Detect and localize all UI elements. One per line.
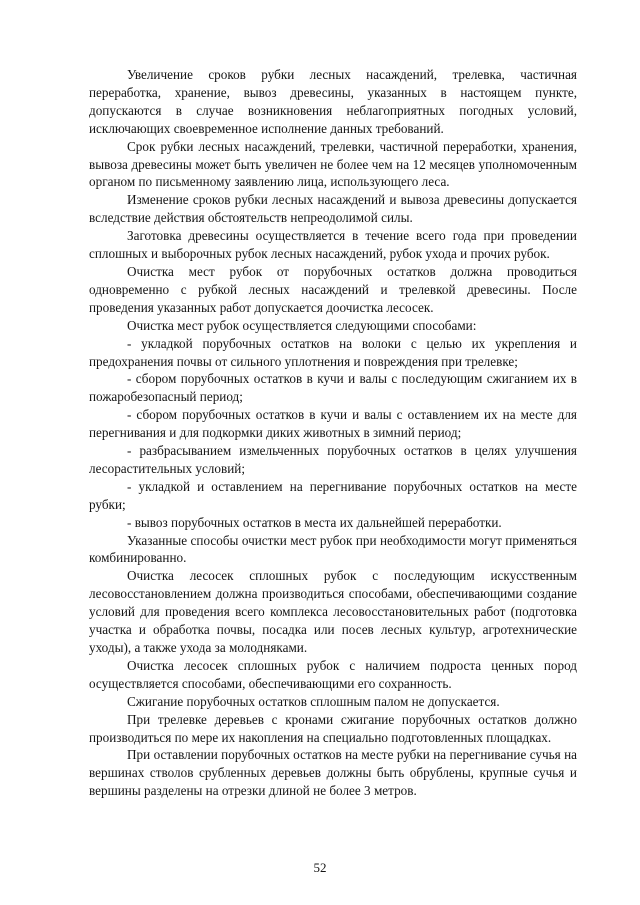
paragraph: Заготовка древесины осуществляется в течение всего года при проведении сплошных и выборочных рубок лесных насаждений, рубок ухода и прочих рубок.	[89, 228, 577, 262]
paragraph: При трелевке деревьев с кронами сжигание порубочных остатков должно производиться по мере их накопления на специально подготовленных площадках.	[89, 711, 577, 745]
list-item: - сбором порубочных остатков в кучи и валы с оставлением их на месте для перегнивания и для подкормки диких животных в зимний период;	[89, 407, 577, 441]
paragraph: Очистка мест рубок от порубочных остатков должна проводиться одновременно с рубкой лесных насаждений и трелевкой древесины. После проведения указанных работ допускается доочистка лесосек.	[89, 263, 577, 315]
paragraph: Сжигание порубочных остатков сплошным палом не допускается.	[127, 693, 500, 709]
list-item: - укладкой порубочных остатков на волоки с целью их укрепления и предохранения почвы от сильного уплотнения и повреждения при трелевке;	[89, 335, 577, 369]
list-item: - сбором порубочных остатков в кучи и валы с последующим сжиганием их в пожаробезопасный период;	[89, 371, 577, 405]
paragraph: Очистка лесосек сплошных рубок с наличием подроста ценных пород осуществляется способами, обеспечивающими его сохранность.	[89, 657, 577, 691]
list-item: - вывоз порубочных остатков в места их дальнейшей переработки.	[127, 514, 502, 530]
paragraph: Указанные способы очистки мест рубок при необходимости могут применяться комбинированно.	[89, 532, 577, 566]
list-item: - разбрасыванием измельченных порубочных остатков в целях улучшения лесорастительных условий;	[89, 443, 577, 476]
paragraph: Очистка лесосек сплошных рубок с последующим искусственным лесовосстановлением должна производиться способами, обеспечивающими создание условий для проведения всего комплекса лесовосстановительных работ (подготовка участка и обработка почвы, посадка или посев лесных культур, агротехнические уходы), а также ухода за молодняками.	[89, 568, 577, 655]
paragraph: Очистка мест рубок осуществляется следующими способами:	[127, 317, 477, 333]
list-item: - укладкой и оставлением на перегнивание порубочных остатков на месте рубки;	[89, 478, 577, 512]
paragraph: Срок рубки лесных насаждений, трелевки, частичной переработки, хранения, вывоза древесины может быть увеличен не более чем на 12 месяцев уполномоченным органом по письменному заявлению лица, использующего леса.	[89, 138, 577, 190]
paragraph: Изменение сроков рубки лесных насаждений и вывоза древесины допускается вследствие действия обстоятельств непреодолимой силы.	[89, 192, 577, 226]
paragraph: При оставлении порубочных остатков на месте рубки на перегнивание сучья на вершинах стволов срубленных деревьев должны быть обрублены, крупные сучья и вершины разделены на отрезки длиной не более 3 метров.	[89, 747, 577, 799]
page-number: 52	[313, 860, 327, 875]
paragraph: Увеличение сроков рубки лесных насаждений, трелевка, частичная переработка, хранение, вывоз древесины, указанных в настоящем пункте, допускаются в случае возникновения неблагоприятных погодных условий, исключающих своевременное исполнение данных требований.	[89, 67, 577, 136]
document-body	[89, 66, 577, 800]
